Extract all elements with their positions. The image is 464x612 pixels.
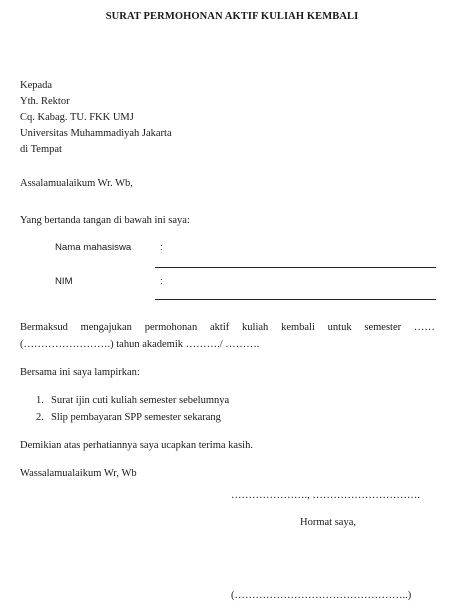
list-item: Slip pembayaran SPP semester sekarang (51, 412, 221, 423)
address-line: Cq. Kabag. TU. FKK UMJ (20, 112, 134, 123)
nim-label: NIM (55, 276, 73, 287)
address-line: Universitas Muhammadiyah Jakarta (20, 128, 172, 139)
closing-text: Demikian atas perhatiannya saya ucapkan terima kasih. (20, 440, 253, 451)
purpose-word: untuk (327, 322, 352, 333)
name-colon: : (160, 242, 163, 253)
address-line: di Tempat (20, 144, 62, 155)
purpose-word: semester (364, 322, 402, 333)
purpose-line-2: (…………………….) tahun akademik ………./ ………. (20, 339, 260, 350)
document-title: SURAT PERMOHONAN AKTIF KULIAH KEMBALI (105, 11, 359, 22)
name-label: Nama mahasiswa (55, 242, 132, 253)
list-item-number: 2. (36, 412, 44, 423)
purpose-line-1 (20, 323, 435, 334)
greeting: Assalamualaikum Wr. Wb, (20, 178, 133, 189)
nim-colon: : (160, 276, 163, 287)
purpose-word: permohonan (144, 322, 198, 333)
address-line: Yth. Rektor (20, 96, 70, 107)
name-fill-line[interactable] (155, 267, 436, 268)
place-date-field[interactable]: …………………., …………………………. (231, 490, 420, 501)
purpose-word: mengajukan (80, 322, 132, 333)
list-item: Surat ijin cuti kuliah semester sebelumnya (51, 395, 230, 406)
respect-text: Hormat saya, (300, 517, 356, 528)
purpose-word: …… (413, 322, 435, 333)
address-line: Kepada (20, 80, 53, 91)
list-item-number: 1. (36, 395, 44, 406)
purpose-word: Bermaksud (20, 322, 68, 333)
nim-fill-line[interactable] (155, 299, 436, 300)
purpose-word: aktif (210, 322, 230, 333)
attachments-heading: Bersama ini saya lampirkan: (20, 367, 140, 378)
signature-name-field[interactable]: (…………………………………………..) (231, 590, 412, 601)
farewell: Wassalamualaikum Wr, Wb (20, 468, 137, 479)
purpose-word: kembali (281, 322, 315, 333)
intro-text: Yang bertanda tangan di bawah ini saya: (20, 215, 190, 226)
purpose-word: kuliah (242, 322, 269, 333)
